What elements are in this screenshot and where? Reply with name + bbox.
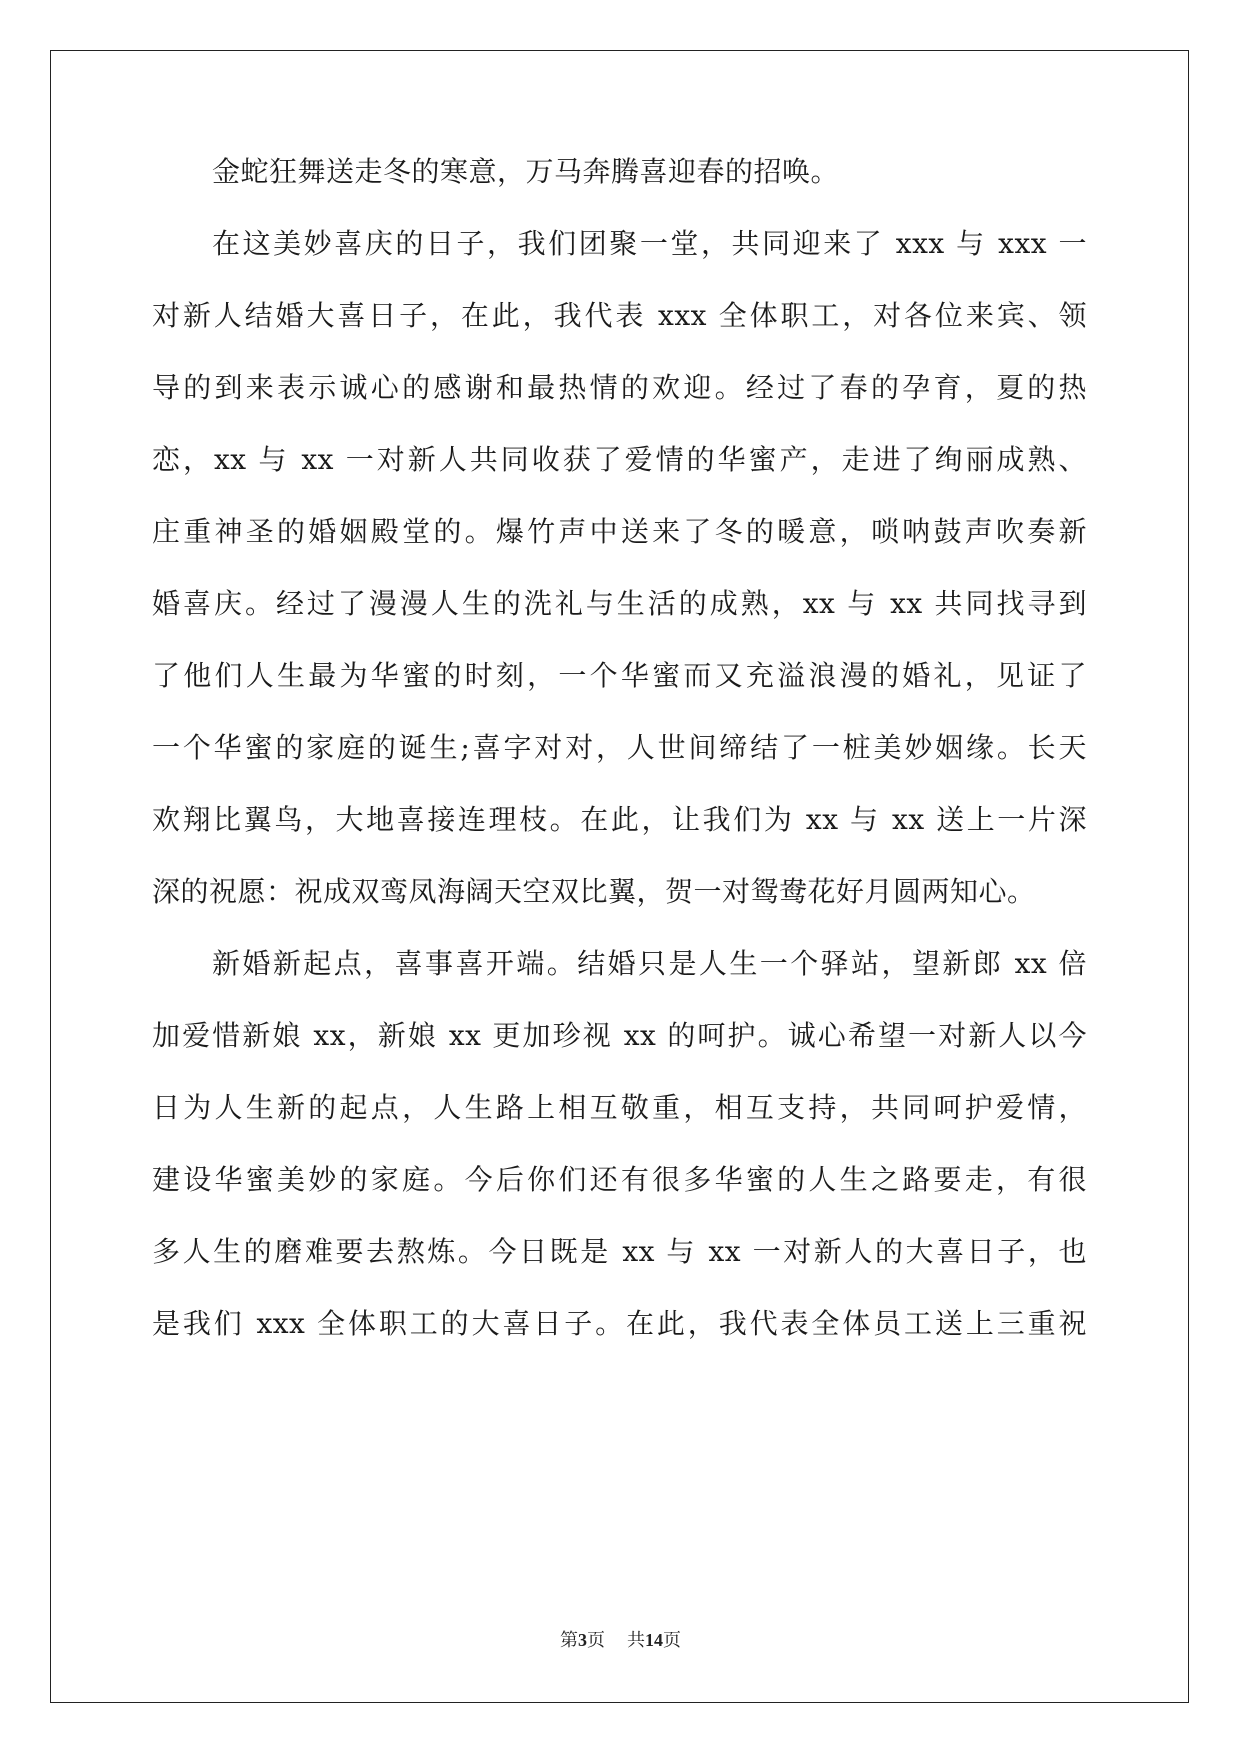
page-label-prefix: 第 (560, 1630, 578, 1650)
paragraph-2-line-4: 恋，xx 与 xx 一对新人共同收获了爱情的华蜜产，走进了绚丽成熟、 (152, 443, 1087, 476)
paragraph-2-line-1: 在这美妙喜庆的日子，我们团聚一堂，共同迎来了 xxx 与 xxx 一 (212, 227, 1087, 260)
page-label-suffix: 页 (587, 1630, 605, 1650)
paragraph-3-line-4: 建设华蜜美妙的家庭。今后你们还有很多华蜜的人生之路要走，有很 (152, 1163, 1087, 1196)
paragraph-2-line-10: 深的祝愿：祝成双鸾凤海阔天空双比翼，贺一对鸳鸯花好月圆两知心。 (152, 875, 1036, 908)
total-label-suffix: 页 (663, 1630, 681, 1650)
paragraph-2-line-8: 一个华蜜的家庭的诞生;喜字对对，人世间缔结了一桩美妙姻缘。长天 (152, 731, 1087, 764)
paragraph-2-line-3: 导的到来表示诚心的感谢和最热情的欢迎。经过了春的孕育，夏的热 (152, 371, 1087, 404)
paragraph-2-line-5: 庄重神圣的婚姻殿堂的。爆竹声中送来了冬的暖意，唢呐鼓声吹奏新 (152, 515, 1087, 548)
paragraph-2-line-7: 了他们人生最为华蜜的时刻，一个华蜜而又充溢浪漫的婚礼，见证了 (152, 659, 1087, 692)
paragraph-1-line-1: 金蛇狂舞送走冬的寒意，万马奔腾喜迎春的招唤。 (212, 155, 840, 188)
paragraph-3-line-3: 日为人生新的起点，人生路上相互敬重，相互支持，共同呵护爱情， (152, 1091, 1087, 1124)
paragraph-3-line-2: 加爱惜新娘 xx，新娘 xx 更加珍视 xx 的呵护。诚心希望一对新人以今 (152, 1019, 1087, 1052)
page-number: 3 (578, 1630, 587, 1650)
paragraph-2-line-6: 婚喜庆。经过了漫漫人生的洗礼与生活的成熟，xx 与 xx 共同找寻到 (152, 587, 1087, 620)
paragraph-3-line-5: 多人生的磨难要去熬炼。今日既是 xx 与 xx 一对新人的大喜日子，也 (152, 1235, 1087, 1268)
total-label-prefix: 共 (627, 1630, 645, 1650)
paragraph-3-line-6: 是我们 xxx 全体职工的大喜日子。在此，我代表全体员工送上三重祝 (152, 1307, 1087, 1340)
paragraph-2-line-2: 对新人结婚大喜日子，在此，我代表 xxx 全体职工，对各位来宾、领 (152, 299, 1087, 332)
paragraph-3-line-1: 新婚新起点，喜事喜开端。结婚只是人生一个驿站，望新郎 xx 倍 (212, 947, 1087, 980)
page-footer (0, 1628, 1241, 1652)
paragraph-2-line-9: 欢翔比翼鸟，大地喜接连理枝。在此，让我们为 xx 与 xx 送上一片深 (152, 803, 1087, 836)
total-pages: 14 (645, 1630, 663, 1650)
